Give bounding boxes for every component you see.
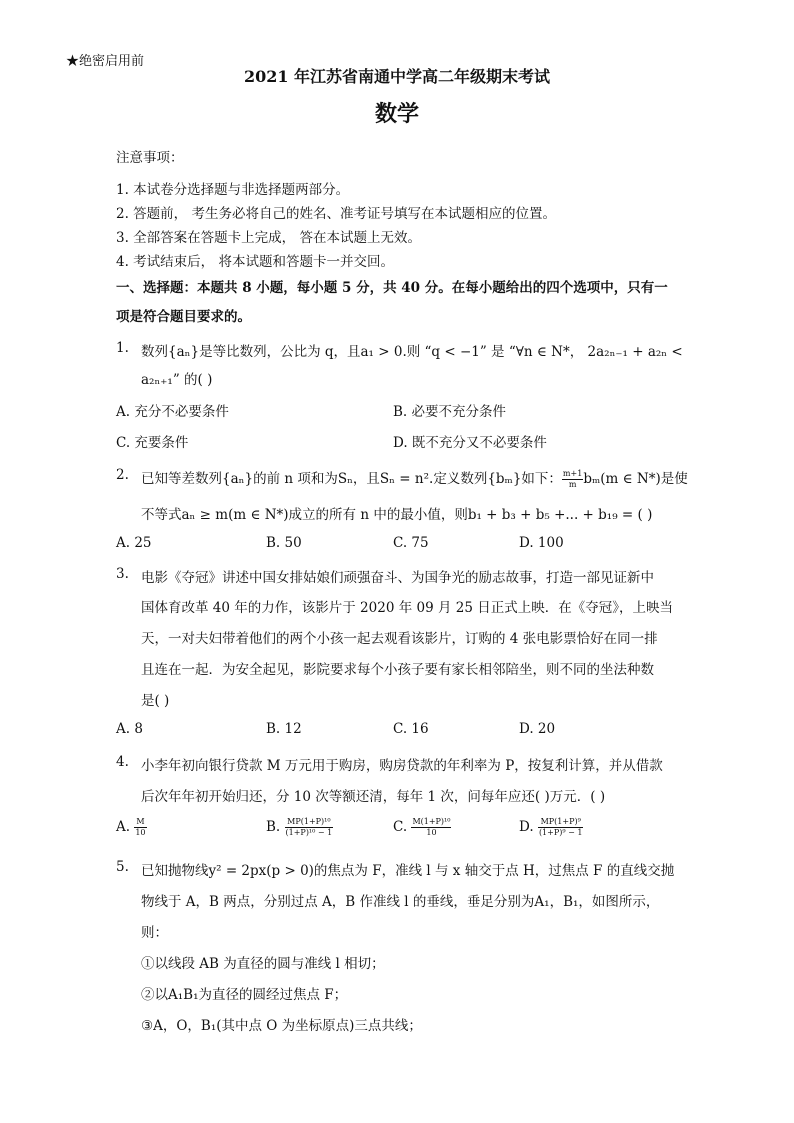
note-item: 1. 本试卷分选择题与非选择题两部分。 (116, 182, 350, 198)
fraction-denominator: 10 (426, 828, 437, 837)
statement-item: ①以线段 AB 为直径的圆与准线 l 相切； (141, 956, 385, 972)
fraction-numerator: MP(1+P)¹⁰ (285, 817, 334, 828)
statement-item: ②以A₁B₁为直径的圆经过焦点 F； (141, 987, 348, 1003)
option-d: D. 20 (519, 721, 556, 737)
fraction-numerator: m+1 (562, 469, 583, 478)
question-number: 1. (116, 340, 129, 356)
fraction-denominator: 10 (135, 828, 146, 837)
option-d: D. 既不充分又不必要条件 (393, 435, 547, 451)
subject-title: 数学 (374, 101, 419, 127)
notes-heading: 注意事项： (116, 150, 184, 166)
question-number: 4. (116, 754, 129, 770)
question-number: 3. (116, 566, 129, 582)
option-label: D. (519, 819, 534, 835)
fraction-denominator: m (568, 480, 577, 489)
option-c: C. 16 (393, 721, 429, 737)
option-c (393, 817, 451, 838)
option-b: B. 12 (266, 721, 302, 737)
question-text: 且连在一起．为安全起见，影院要求每个小孩子要有家长相邻陪坐，则不同的坐法种数 (141, 662, 654, 678)
option-a (116, 817, 147, 838)
exam-title: 2021 年江苏省南通中学高二年级期末考试 (243, 67, 551, 86)
section-heading: 一、选择题：本题共 8 小题，每小题 5 分，共 40 分。在每小题给出的四个选项中，只有一 (116, 280, 668, 296)
question-text: 电影《夺冠》讲述中国女排姑娘们顽强奋斗、为国争光的励志故事，打造一部见证新中 (141, 570, 654, 586)
option-b: B. 50 (266, 535, 302, 551)
question-number: 5. (116, 859, 129, 875)
option-c: C. 75 (393, 535, 429, 551)
fraction (285, 817, 334, 838)
option-a: A. 8 (116, 721, 143, 737)
option-b: B. 必要不充分条件 (393, 404, 507, 420)
fraction (411, 817, 451, 838)
question-text: 物线于 A，B 两点，分别过点 A，B 作准线 l 的垂线，垂足分别为A₁，B₁，如图所示， (141, 894, 660, 910)
question-text: 已知抛物线y² = 2px(p > 0)的焦点为 F，准线 l 与 x 轴交于点 H，过焦点 F 的直线交抛 (141, 863, 675, 879)
note-item: 4. 考试结束后， 将本试题和答题卡一并交回。 (116, 254, 394, 270)
option-label: C. (393, 819, 408, 835)
confidential-label: ★绝密启用前 (66, 54, 145, 69)
option-b (266, 817, 333, 838)
note-item: 2. 答题前， 考生务必将自己的姓名、准考证号填写在本试题相应的位置。 (116, 206, 556, 222)
question-text: 是( ) (141, 693, 170, 709)
question-text (141, 467, 688, 490)
fraction-numerator: MP(1+P)⁹ (538, 817, 584, 828)
option-d: D. 100 (519, 535, 564, 551)
option-a: A. 充分不必要条件 (116, 404, 229, 420)
option-a: A. 25 (116, 535, 152, 551)
option-label: A. (116, 819, 131, 835)
question-text: 后次年年初开始归还，分 10 次等额还清，每年 1 次，问每年应还( )万元．( ) (141, 789, 606, 805)
option-d (519, 817, 583, 838)
fraction-numerator: M(1+P)¹⁰ (412, 817, 451, 826)
question-text-part: bₘ(m ∈ N*)是使 (583, 471, 688, 487)
question-text: 数列{aₙ}是等比数列，公比为 q，且a₁ > 0.则 “q < −1” 是 “∀n ∈ N*， 2a₂ₙ₋₁ + a₂ₙ < (141, 344, 683, 360)
question-text: 则： (141, 925, 168, 941)
fraction (134, 817, 146, 838)
fraction-numerator: M (136, 817, 145, 826)
fraction-denominator: (1+P)⁹ − 1 (538, 828, 583, 837)
note-item: 3. 全部答案在答题卡上完成， 答在本试题上无效。 (116, 230, 421, 246)
fraction-denominator: (1+P)¹⁰ − 1 (285, 828, 333, 837)
fraction (538, 817, 584, 838)
question-text-part: 已知等差数列{aₙ}的前 n 项和为Sₙ，且Sₙ = n².定义数列{bₘ}如下： (141, 471, 562, 487)
question-text: 小李年初向银行贷款 M 万元用于购房，购房贷款的年利率为 P，按复利计算，并从借款 (141, 758, 663, 774)
fraction (562, 469, 583, 490)
statement-item: ③A，O，B₁(其中点 O 为坐标原点)三点共线； (141, 1018, 422, 1034)
question-text: 天，一对夫妇带着他们的两个小孩一起去观看该影片，订购的 4 张电影票恰好在同一排 (141, 631, 658, 647)
question-text: 不等式aₙ ≥ m(m ∈ N*)成立的所有 n 中的最小值，则b₁ + b₃ + b₅ +... + b₁₉ = ( ) (141, 507, 653, 523)
option-c: C. 充要条件 (116, 435, 189, 451)
option-label: B. (266, 819, 281, 835)
question-text: 国体育改革 40 年的力作，该影片于 2020 年 09 月 25 日正式上映．在《夺冠》，上映当 (141, 600, 673, 616)
section-heading-cont: 项是符合题目要求的。 (116, 309, 251, 325)
question-number: 2. (116, 467, 129, 483)
question-text: a₂ₙ₊₁” 的( ) (141, 372, 213, 388)
